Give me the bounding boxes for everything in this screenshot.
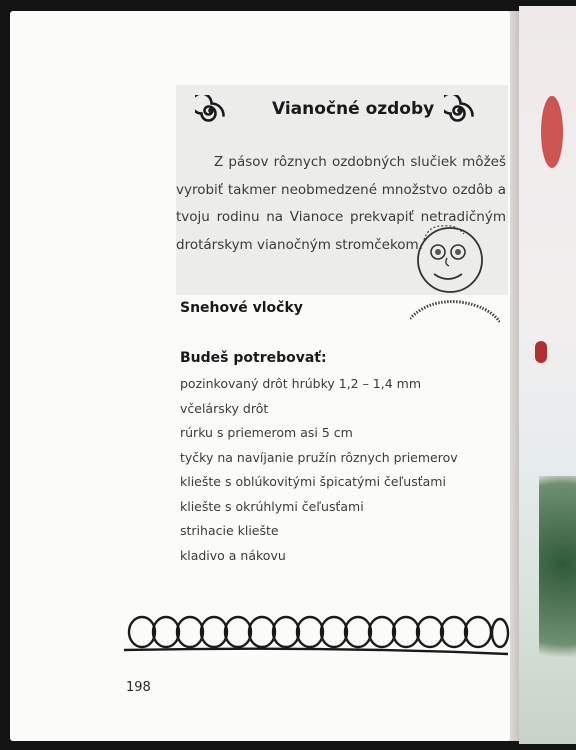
intro-line: vyrobiť takmer neobmedzené množstvo ozdôb xyxy=(176,181,493,198)
intro-line: Z pásov rôznych ozdobných slučiek môžeš xyxy=(214,154,506,170)
wire-face-drawing xyxy=(410,222,500,382)
spiral-icon xyxy=(195,95,227,127)
red-bead-image xyxy=(535,341,547,363)
page-number: 198 xyxy=(126,680,151,695)
list-item: strihacie kliešte xyxy=(180,523,279,538)
list-item: tyčky na navíjanie pružín rôznych priemerov xyxy=(180,449,458,465)
adjacent-page xyxy=(519,6,576,744)
list-item: včelársky drôt xyxy=(180,400,269,416)
list-item: pozinkovaný drôt hrúbky 1,2 – 1,4 mm xyxy=(180,376,422,391)
wire-loops-border xyxy=(120,608,510,658)
intro-line: drotárskym vianočným stromčekom. xyxy=(176,236,423,253)
spiral-icon xyxy=(444,95,476,127)
materials-heading: Budeš potrebovať: xyxy=(180,350,327,366)
section-title: Snehové vločky xyxy=(180,300,303,316)
red-ornament-image xyxy=(541,96,563,168)
list-item: kladivo a nákovu xyxy=(180,547,286,563)
list-item: kliešte s okrúhlymi čeľusťami xyxy=(180,498,364,514)
list-item: kliešte s oblúkovitými špicatými čeľusťami xyxy=(180,474,446,489)
tree-image xyxy=(539,476,576,696)
intro-line: a tvoju rodinu na Vianoce prekvapiť netradičným xyxy=(176,181,506,225)
page-title: Vianočné ozdoby xyxy=(272,99,435,119)
materials-list xyxy=(180,372,458,568)
list-item: rúrku s priemerom asi 5 cm xyxy=(180,425,353,440)
